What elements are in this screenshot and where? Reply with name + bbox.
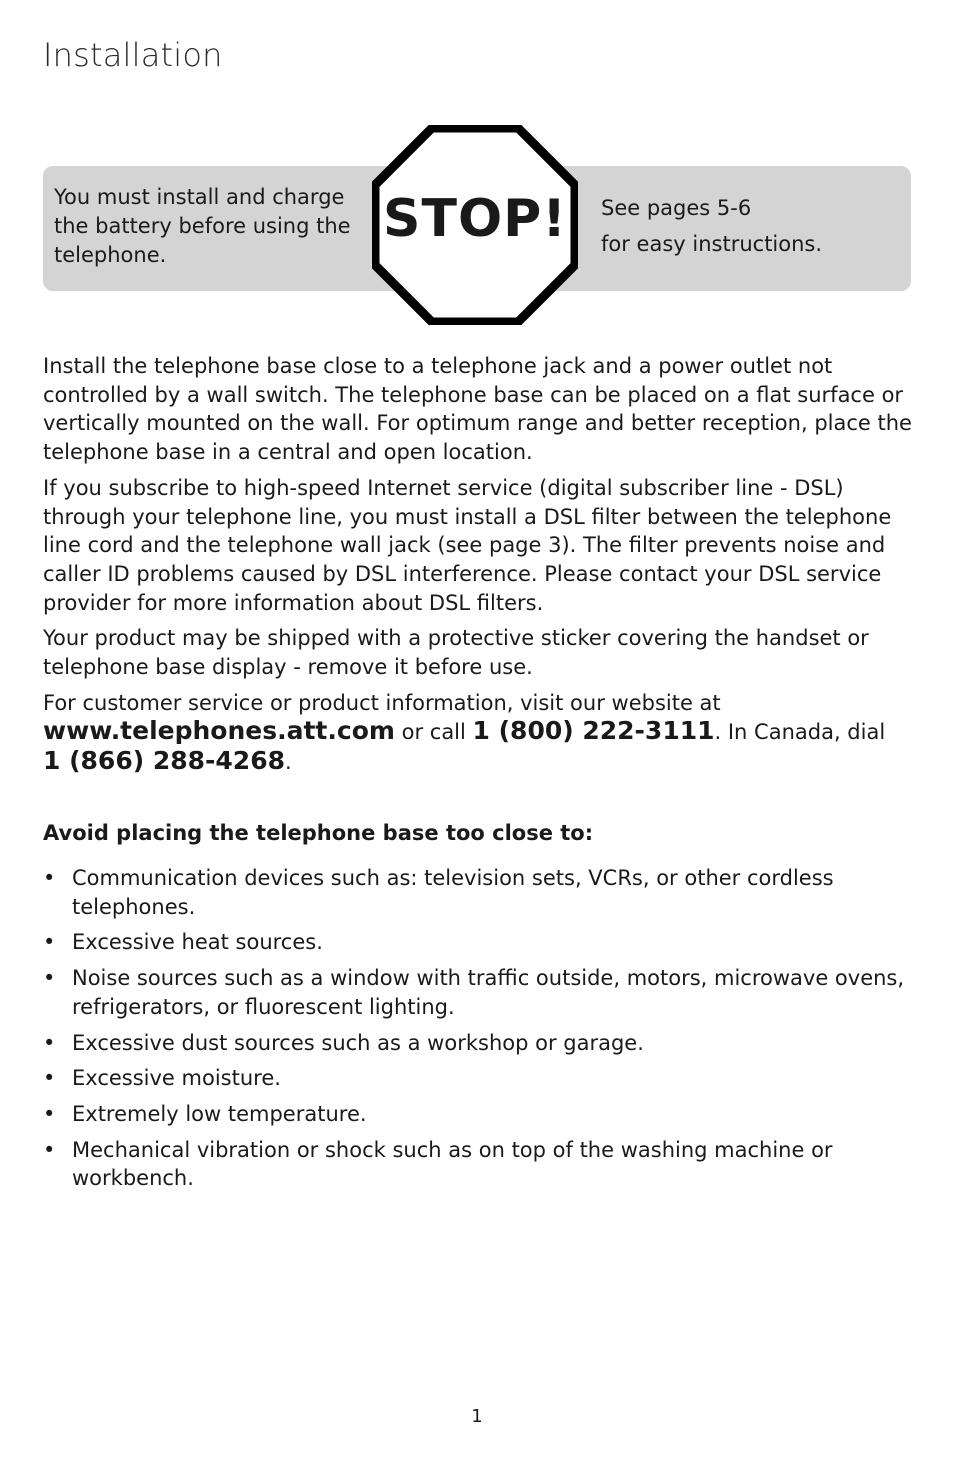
stop-sign-label: STOP! bbox=[383, 189, 567, 249]
instructions-pages: See pages 5-6 bbox=[601, 196, 752, 220]
avoid-list bbox=[43, 864, 913, 1200]
canada-phone-number: 1 (866) 288-4268 bbox=[43, 746, 285, 776]
page-title: Installation bbox=[43, 36, 223, 74]
placement-paragraph: Install the telephone base close to a telephone jack and a power outlet not controlled by a wall switch. The telephone base can be placed on a flat surface or vertically mounted on the wall. For optimum range and better reception, place the telephone base in a central and open location. bbox=[43, 354, 912, 465]
list-item: • Mechanical vibration or shock such as on top of the washing machine or workbench. bbox=[43, 1136, 913, 1193]
sticker-paragraph: Your product may be shipped with a protective sticker covering the handset or telephone base display - remove it before use. bbox=[43, 626, 869, 680]
contact-paragraph bbox=[43, 689, 913, 777]
stop-sign-icon bbox=[372, 125, 578, 325]
contact-end: . bbox=[284, 750, 292, 775]
list-item: • Extremely low temperature. bbox=[43, 1100, 913, 1129]
avoid-heading: Avoid placing the telephone base too close to: bbox=[43, 821, 594, 845]
canada-text: . In Canada, dial bbox=[714, 720, 886, 745]
list-item: • Excessive moisture. bbox=[43, 1064, 913, 1093]
list-item: • Communication devices such as: television sets, VCRs, or other cordless telephones. bbox=[43, 864, 913, 921]
instructions-note: for easy instructions. bbox=[601, 232, 823, 256]
contact-intro: For customer service or product information, visit our website at bbox=[43, 690, 721, 715]
list-item: • Excessive dust sources such as a workshop or garage. bbox=[43, 1029, 913, 1058]
or-call-text: or call bbox=[394, 720, 473, 745]
instructions-reference bbox=[601, 190, 901, 262]
list-item: • Noise sources such as a window with traffic outside, motors, microwave ovens, refrigerators, or fluorescent lighting. bbox=[43, 964, 913, 1021]
us-phone-number: 1 (800) 222-3111 bbox=[472, 716, 715, 746]
battery-warning-text: You must install and charge the battery before using the telephone. bbox=[54, 185, 351, 267]
page-number: 1 bbox=[471, 1406, 483, 1427]
website-link[interactable]: www.telephones.att.com bbox=[43, 716, 395, 746]
dsl-paragraph: If you subscribe to high-speed Internet service (digital subscriber line - DSL) through your telephone line, you must install a DSL filter between the telephone line cord and the telephone wall jack (see page 3). The filter prevents noise and caller ID problems caused by DSL interference. Please contact your DSL service provider for more information about DSL filters. bbox=[43, 475, 892, 615]
installation-body bbox=[43, 352, 913, 784]
list-item: • Excessive heat sources. bbox=[43, 928, 913, 957]
